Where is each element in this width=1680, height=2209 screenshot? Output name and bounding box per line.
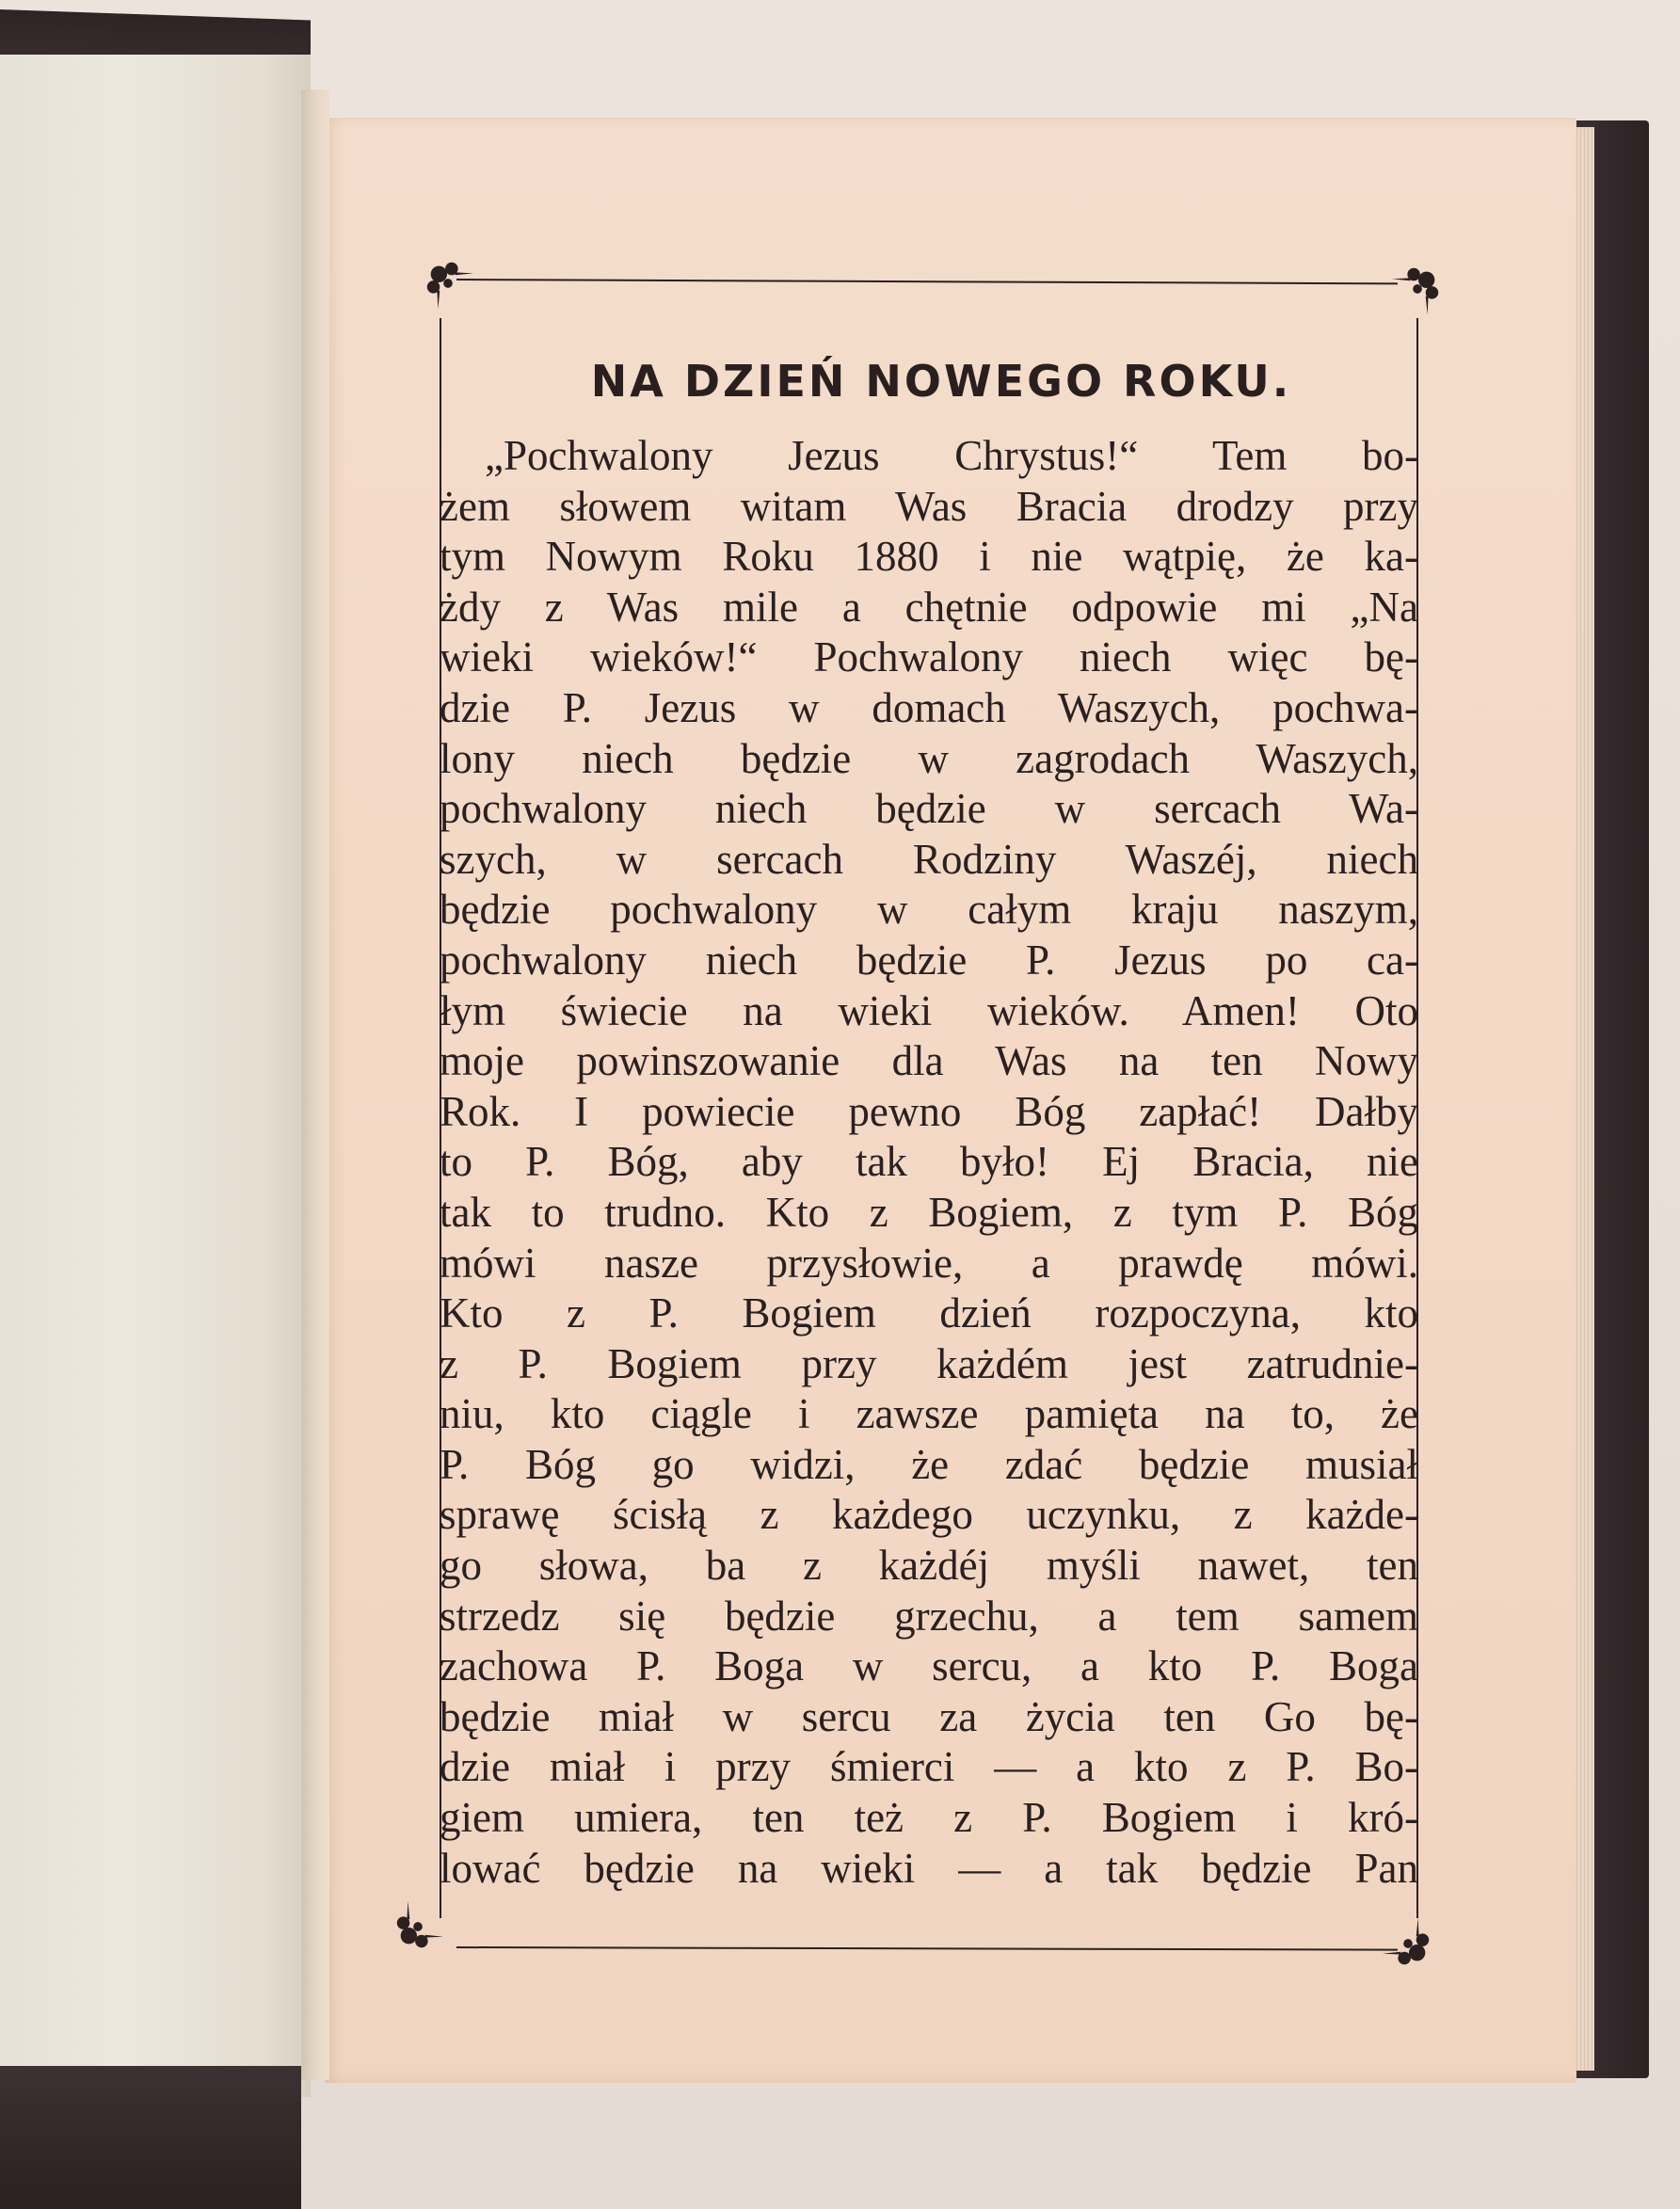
- text-line: żem słowem witam Was Bracia drodzy przy: [440, 482, 1418, 530]
- text-line: giem umiera, ten też z P. Bogiem i kró-: [440, 1794, 1418, 1842]
- text-line: dzie P. Jezus w domach Waszych, pochwa-: [440, 683, 1418, 731]
- text-line: go słowa, ba z każdéj myśli nawet, ten: [440, 1542, 1418, 1590]
- body-text: [440, 431, 1418, 1894]
- ornamental-frame: [400, 262, 1454, 1956]
- text-line: strzedz się będzie grzechu, a tem samem: [440, 1592, 1418, 1640]
- text-line: mówi nasze przysłowie, a prawdę mówi.: [440, 1239, 1418, 1287]
- text-line: zachowa P. Boga w sercu, a kto P. Boga: [440, 1642, 1418, 1690]
- book-gutter: [301, 89, 329, 2080]
- text-line: będzie miał w sercu za życia ten Go bę-: [440, 1692, 1418, 1740]
- text-line: wieki wieków!“ Pochwalony niech więc bę-: [440, 633, 1418, 681]
- frame-rule-bottom: [456, 1946, 1398, 1951]
- text-line: „Pochwalony Jezus Chrystus!“ Tem bo-: [485, 432, 1418, 479]
- fleuron-icon: [421, 256, 475, 311]
- fleuron-icon: [391, 1899, 445, 1954]
- page-edges: [1574, 127, 1594, 2071]
- text-line: szych, w sercach Rodziny Waszéj, niech: [440, 835, 1418, 883]
- text-line: dzie miał i przy śmierci — a kto z P. Bo-: [440, 1743, 1418, 1791]
- text-line: pochwalony niech będzie w sercach Wa-: [440, 785, 1418, 833]
- text-line: to P. Bóg, aby tak było! Ej Bracia, nie: [440, 1138, 1418, 1186]
- text-line: pochwalony niech będzie P. Jezus po ca-: [440, 936, 1418, 984]
- text-line: Rok. I powiecie pewno Bóg zapłać! Dałby: [440, 1087, 1418, 1135]
- text-line: lony niech będzie w zagrodach Waszych,: [440, 734, 1418, 782]
- text-line: Kto z P. Bogiem dzień rozpoczyna, kto: [440, 1289, 1418, 1337]
- text-line: tym Nowym Roku 1880 i nie wątpię, że ka-: [440, 533, 1418, 581]
- text-line: niu, kto ciągle i zawsze pamięta na to, że: [440, 1390, 1418, 1438]
- text-line: będzie pochwalony w całym kraju naszym,: [440, 886, 1418, 934]
- fleuron-icon: [1390, 262, 1445, 316]
- text-line: lować będzie na wieki — a tak będzie Pan: [440, 1844, 1418, 1892]
- frame-rule-top: [456, 279, 1398, 284]
- book-cover-bottom: [0, 2066, 301, 2209]
- text-line: łym świecie na wieki wieków. Amen! Oto: [440, 986, 1418, 1034]
- left-endpaper: [0, 55, 311, 2097]
- text-line: z P. Bogiem przy każdém jest zatrudnie-: [440, 1339, 1418, 1387]
- text-line: żdy z Was mile a chętnie odpowie mi „Na: [440, 583, 1418, 631]
- text-line: P. Bóg go widzi, że zdać będzie musiał: [440, 1440, 1418, 1488]
- text-line: tak to trudno. Kto z Bogiem, z tym P. Bóg: [440, 1188, 1418, 1236]
- page-title: NA DZIEŃ NOWEGO ROKU.: [590, 356, 1292, 407]
- fleuron-icon: [1381, 1916, 1435, 1971]
- text-line: sprawę ścisłą z każdego uczynku, z każde-: [440, 1491, 1418, 1539]
- text-line: moje powinszowanie dla Was na ten Nowy: [440, 1037, 1418, 1085]
